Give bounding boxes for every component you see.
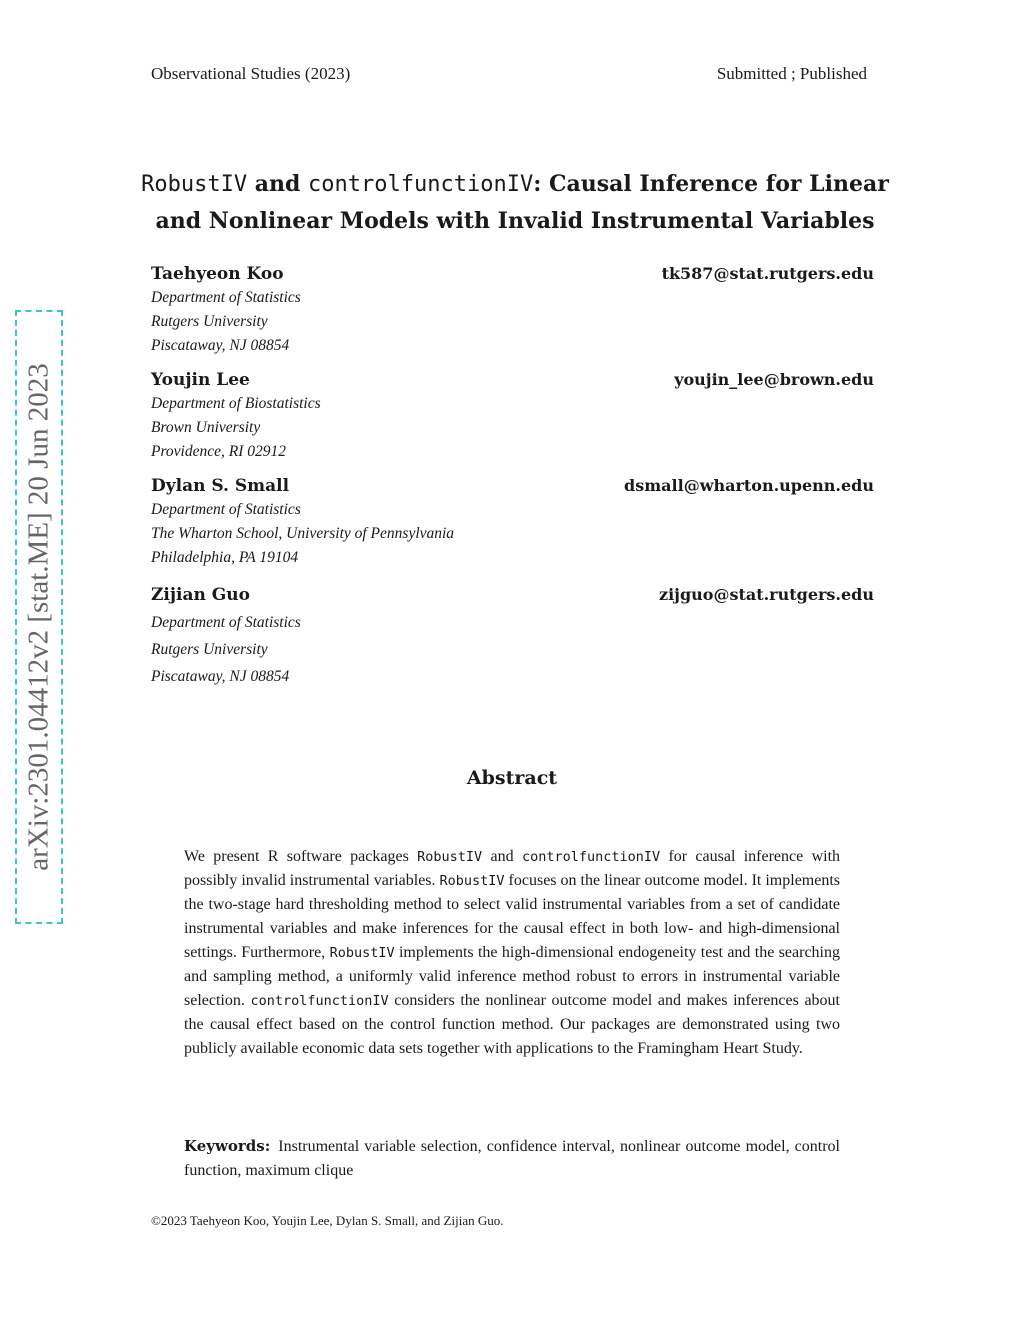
arxiv-stamp[interactable] <box>15 310 63 924</box>
author-affiliation <box>151 392 874 464</box>
package-name: controlfunctionIV <box>250 993 389 1009</box>
package-name: RobustIV <box>417 849 483 865</box>
paper-title <box>120 166 910 239</box>
abstract-heading: Abstract <box>466 767 558 789</box>
abstract-text: focuses on the linear outcome model. It implements the two-stage hard thresholding method to select valid instrumental variables from a set of candidate instrumental variables and make inferences for the causal effect in both low- and high-dimensional settings. Furthermore, <box>184 872 841 961</box>
abstract-text: for causal inference with possibly invalid instrumental variables. <box>184 848 841 889</box>
keywords-section <box>184 1134 840 1183</box>
affiliation-department: Department of Statistics <box>151 614 301 631</box>
abstract-text: We present R software packages <box>184 848 418 865</box>
affiliation-institution: The Wharton School, University of Pennsylvania <box>151 525 455 542</box>
abstract-text: and <box>482 848 522 865</box>
author-affiliation <box>151 286 874 358</box>
package-name: RobustIV <box>439 873 505 889</box>
title-line2: and Nonlinear Models with Invalid Instrumental Variables <box>155 208 875 234</box>
journal-name: Observational Studies (2023) <box>151 64 351 83</box>
copyright-notice: ©2023 Taehyeon Koo, Youjin Lee, Dylan S. Small, and Zijian Guo. <box>151 1213 504 1228</box>
author-name: Youjin Lee <box>151 370 250 390</box>
author-name: Dylan S. Small <box>151 476 290 496</box>
keywords-text: Instrumental variable selection, confidence interval, nonlinear outcome model, control function, maximum clique <box>184 1138 840 1179</box>
author-email: tk587@stat.rutgers.edu <box>661 264 874 283</box>
package-name: controlfunctionIV <box>521 849 661 865</box>
affiliation-department: Department of Biostatistics <box>151 395 321 412</box>
affiliation-institution: Rutgers University <box>151 313 268 330</box>
author-block-1 <box>151 264 874 358</box>
abstract-body <box>184 845 840 1061</box>
submission-status: Submitted ; Published <box>716 64 867 83</box>
affiliation-location: Piscataway, NJ 08854 <box>151 668 290 685</box>
author-block-3 <box>151 476 874 570</box>
author-email: zijguo@stat.rutgers.edu <box>659 585 874 604</box>
affiliation-location: Providence, RI 02912 <box>151 443 287 460</box>
affiliation-institution: Rutgers University <box>151 641 268 658</box>
title-line1-rest: : Causal Inference for Linear <box>533 171 889 197</box>
author-email: dsmall@wharton.upenn.edu <box>624 476 874 495</box>
author-affiliation <box>151 609 874 690</box>
author-block-4 <box>151 585 874 690</box>
author-name: Taehyeon Koo <box>151 264 284 284</box>
author-block-2 <box>151 370 874 464</box>
affiliation-location: Philadelphia, PA 19104 <box>151 549 299 566</box>
author-email: youjin_lee@brown.edu <box>674 370 874 389</box>
abstract-text: implements the high-dimensional endogeneity test and the searching and sampling method, a uniformly valid inference method robust to errors in instrumental variable selection. <box>184 944 840 1009</box>
affiliation-location: Piscataway, NJ 08854 <box>151 337 290 354</box>
title-package-controlfunctioniv: controlfunctionIV <box>308 172 534 197</box>
author-affiliation <box>151 498 874 570</box>
affiliation-department: Department of Statistics <box>151 289 301 306</box>
title-package-robustiv: RobustIV <box>141 172 248 197</box>
keywords-label: Keywords: <box>184 1137 271 1155</box>
arxiv-identifier[interactable]: arXiv:2301.04412v2 [stat.ME] 20 Jun 2023 <box>22 363 55 871</box>
abstract-text: considers the nonlinear outcome model and makes inferences about the causal effect based on the control function method. Our packages are demonstrated using two publicly available economic data sets together with applications to the Framingham Heart Study. <box>184 992 840 1057</box>
affiliation-institution: Brown University <box>151 419 261 436</box>
title-and: and <box>247 171 309 197</box>
affiliation-department: Department of Statistics <box>151 501 301 518</box>
author-name: Zijian Guo <box>151 585 250 605</box>
package-name: RobustIV <box>329 945 395 961</box>
